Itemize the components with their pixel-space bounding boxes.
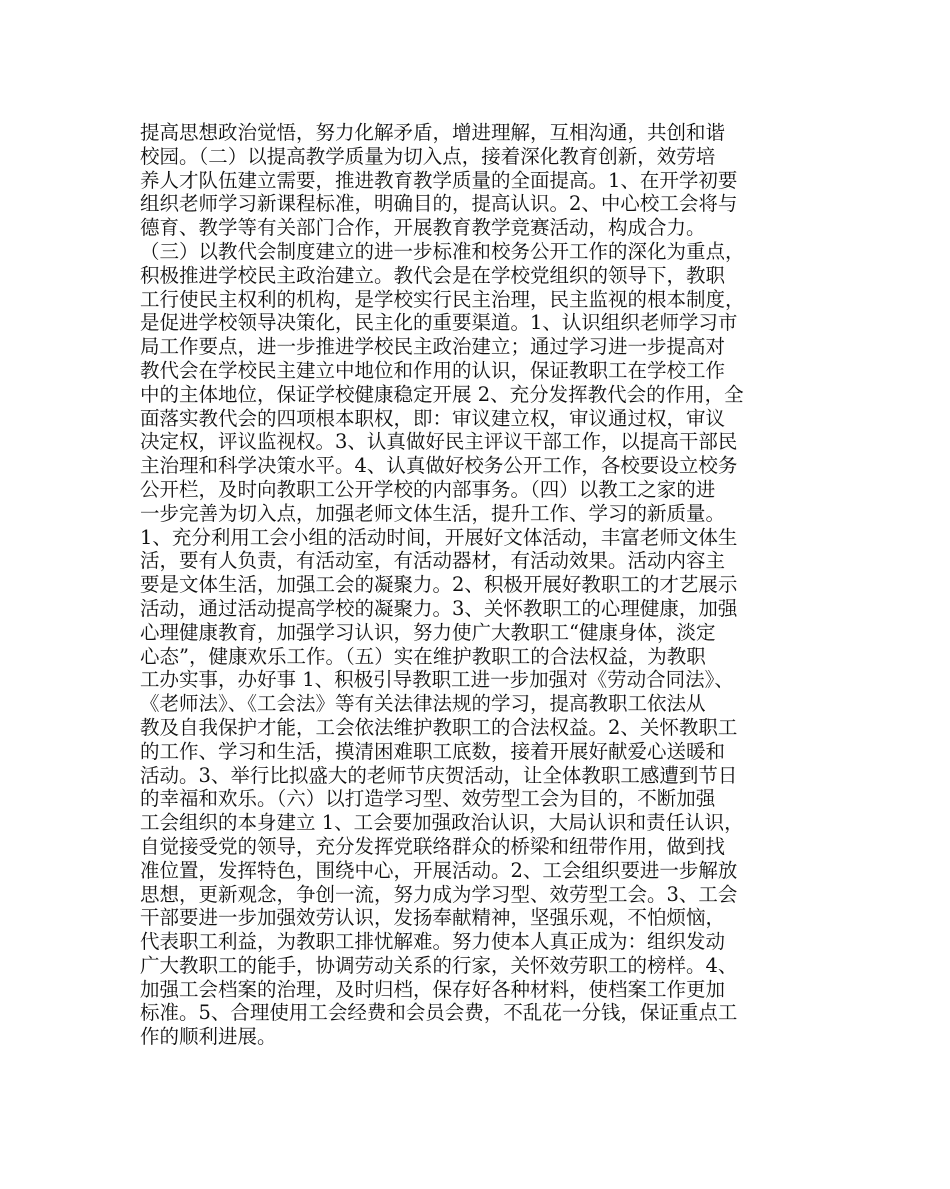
text-line: 决定权，评议监视权。3、认真做好民主评议干部工作，以提高干部民 [140,430,738,454]
body-text [140,121,830,1049]
text-line: 干部要进一步加强效劳认识，发扬奉献精神，坚强乐观，不怕烦恼， [140,906,726,930]
text-line: 《老师法》、《工会法》等有关法律法规的学习，提高教职工依法从 [140,692,706,716]
text-line: 的工作、学习和生活，摸清困难职工底数，接着开展好献爱心送暖和 [140,739,726,763]
text-line: 自觉接受党的领导，充分发挥党联络群众的桥梁和纽带作用，做到找 [140,834,726,858]
text-line: 组织老师学习新课程标准，明确目的，提高认识。2、中心校工会将与 [140,192,738,216]
text-line: 心理健康教育，加强学习认识，努力使广大教职工“健康身体，淡定 [140,620,716,644]
text-line: 要是文体生活，加强工会的凝聚力。2、积极开展好教职工的才艺展示 [140,573,738,597]
text-line: 教代会在学校民主建立中地位和作用的认识，保证教职工在学校工作 [140,358,726,382]
text-line: 公开栏，及时向教职工公开学校的内部事务。（四）以教工之家的进 [140,477,716,501]
text-line: 广大教职工的能手，协调劳动关系的行家，关怀效劳职工的榜样。4、 [140,953,738,977]
text-line: 工会组织的本身建立 1、工会要加强政治认识，大局认识和责任认识， [140,811,744,835]
text-line: 提高思想政治觉悟，努力化解矛盾，增进理解，互相沟通，共创和谐 [140,121,726,144]
text-line: 德育、教学等有关部门合作，开展教育教学竞赛活动，构成合力。 [140,216,706,240]
text-line: 工办实事，办好事 1、积极引导教职工进一步加强对《劳动合同法》、 [140,668,734,692]
text-line: 思想，更新观念，争创一流，努力成为学习型、效劳型工会。3、工会 [140,882,738,906]
text-line: （三）以教代会制度建立的进一步标准和校务公开工作的深化为重点， [140,239,745,263]
text-line: 活动。3、举行比拟盛大的老师节庆贺活动，让全体教职工感遭到节日 [140,763,738,787]
text-line: 面落实教代会的四项根本职权，即：审议建立权，审议通过权，审议 [140,406,726,430]
text-line: 养人才队伍建立需要，推进教育教学质量的全面提高。1、在开学初要 [140,168,738,192]
text-line: 的幸福和欢乐。（六）以打造学习型、效劳型工会为目的，不断加强 [140,787,716,811]
text-line: 准位置，发挥特色，围绕中心，开展活动。2、工会组织要进一步解放 [140,858,738,882]
text-line: 局工作要点，进一步推进学校民主政治建立；通过学习进一步提高对 [140,335,726,359]
text-line: 工行使民主权利的机构，是学校实行民主治理，民主监视的根本制度， [140,287,745,311]
text-line: 主治理和科学决策水平。4、认真做好校务公开工作，各校要设立校务 [140,454,738,478]
text-line: 作的顺利进展。 [140,1025,277,1049]
text-line: 是促进学校领导决策化，民主化的重要渠道。1、认识组织老师学习市 [140,311,738,335]
text-line: 代表职工利益，为教职工排忧解难。努力使本人真正成为：组织发动 [140,930,726,954]
text-line: 一步完善为切入点，加强老师文体生活，提升工作、学习的新质量。 [140,501,726,525]
text-line: 校园。（二）以提高教学质量为切入点，接着深化教育创新，效劳培 [140,144,716,168]
text-line: 积极推进学校民主政治建立。教代会是在学校党组织的领导下，教职 [140,263,726,287]
text-line: 中的主体地位，保证学校健康稳定开展 2、充分发挥教代会的作用，全 [140,382,744,406]
text-line: 教及自我保护才能，工会依法维护教职工的合法权益。2、关怀教职工 [140,715,738,739]
text-line: 活动，通过活动提高学校的凝聚力。3、关怀教职工的心理健康，加强 [140,596,738,620]
text-line: 1、充分利用工会小组的活动时间，开展好文体活动，丰富老师文体生 [140,525,738,549]
text-line: 心态”，健康欢乐工作。（五）实在维护教职工的合法权益，为教职 [140,644,706,668]
text-line: 标准。5、合理使用工会经费和会员会费，不乱花一分钱，保证重点工 [140,1001,738,1025]
text-line: 活，要有人负责，有活动室，有活动器材，有活动效果。活动内容主 [140,549,726,573]
text-line: 加强工会档案的治理，及时归档，保存好各种材料，使档案工作更加 [140,977,726,1001]
